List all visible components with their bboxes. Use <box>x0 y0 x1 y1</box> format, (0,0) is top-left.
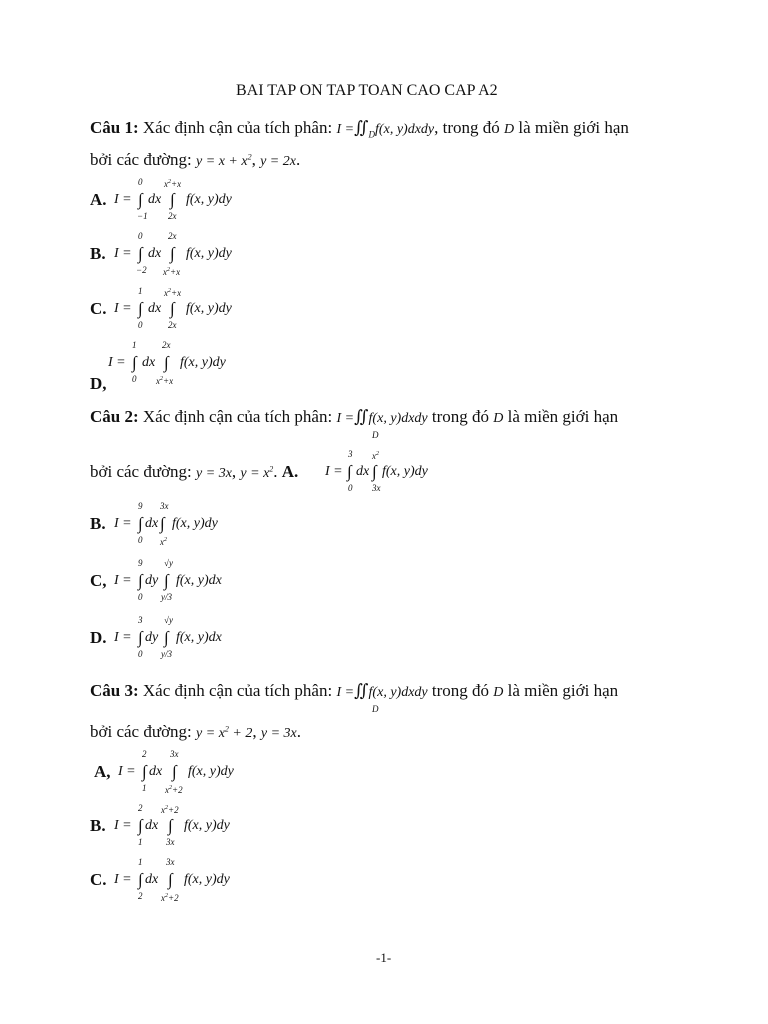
q2-a-dx: dx <box>356 464 370 479</box>
q1-c-lower: 0 <box>138 320 143 330</box>
integral-sign: ∫ <box>138 571 143 590</box>
q3-curves: bởi các đường: $y = x^2 + 2$, y = 3x. <box>90 722 301 741</box>
q1-d-inner-lower: $x^2+x$ <box>156 376 174 386</box>
q2-option-c-label: C, <box>90 571 107 590</box>
integral-sign: ∫ <box>138 628 143 647</box>
q1-option-b-label: B. <box>90 244 106 263</box>
q2-b-integrand: f(x, y)dy <box>172 516 218 531</box>
q3-prompt: Xác định cận của tích phân: <box>142 681 333 700</box>
q3-b-dx: dx <box>145 818 159 833</box>
q3-c-integrand: f(x, y)dy <box>184 872 230 887</box>
q2-option-d-I: I = <box>114 630 132 645</box>
q1-b-integrand: f(x, y)dy <box>186 246 232 261</box>
q2-a-lower: 0 <box>348 483 353 493</box>
q2-c-dy: dy <box>145 573 159 588</box>
q1-option-d-label: D, <box>90 374 107 393</box>
q3-b-inner-lower: 3x <box>166 837 175 847</box>
integral-sign: ∫ <box>170 299 175 318</box>
q2-b-dx: dx <box>145 516 159 531</box>
q1-d-dx: dx <box>142 355 156 370</box>
q2-prompt: Xác định cận của tích phân: <box>142 407 333 426</box>
q2-label: Câu 2: <box>90 407 139 426</box>
q2-d-integrand: f(x, y)dx <box>176 630 222 645</box>
q2-c-upper: 9 <box>138 558 143 568</box>
q2-option-b-label: B. <box>90 514 106 533</box>
q2-d-upper: 3 <box>138 615 143 625</box>
q1-option-c-I: I = <box>114 301 132 316</box>
q2-domain: D <box>493 411 504 426</box>
q1-a-dx: dx <box>148 192 162 207</box>
q2-where: trong đó <box>431 407 490 426</box>
q3-c-dx: dx <box>145 872 159 887</box>
q1-I: I = <box>336 122 355 137</box>
integral-sign: ∫ <box>164 571 169 590</box>
q1-c-dx: dx <box>148 301 162 316</box>
q3-integrand: f(x, y)dxdy <box>368 685 428 700</box>
q3-a-inner-lower: $x^2+2$ <box>165 785 183 795</box>
q3-I: I = <box>336 685 355 700</box>
q2-a-integrand: f(x, y)dy <box>382 464 428 479</box>
q1-curve1: $y = x + x^2$ <box>196 152 252 169</box>
integral-sign: ∫ <box>164 628 169 647</box>
q2-integrand: f(x, y)dxdy <box>368 411 428 426</box>
q1-a-integrand: f(x, y)dy <box>186 192 232 207</box>
q2-option-b-I: I = <box>114 516 132 531</box>
q1-curve2: y = 2x <box>260 154 296 169</box>
double-integral-sign: ∬ <box>354 118 369 137</box>
q3-domain-sub: D <box>372 704 379 714</box>
q1-a-inner-upper: $x^2+x$ <box>164 179 182 189</box>
q1-b-inner-lower: $x^2+x$ <box>163 267 181 277</box>
page-number: -1- <box>376 950 392 965</box>
q3-b-inner-upper: $x^2+2$ <box>161 805 179 815</box>
q1-d-inner-upper: 2x <box>162 340 171 350</box>
q3-option-a-label: A, <box>94 762 111 781</box>
q2-d-inner-upper: √y <box>164 615 173 625</box>
q3-b-integrand: f(x, y)dy <box>184 818 230 833</box>
q1-curves-label: bởi các đường: <box>90 150 192 169</box>
q1-d-lower: 0 <box>132 374 137 384</box>
q2-curves-label: bởi các đường: <box>90 462 192 481</box>
q1-d-integrand: f(x, y)dy <box>180 355 226 370</box>
q2-a-inner-lower: 3x <box>372 483 381 493</box>
q2-option-c-I: I = <box>114 573 132 588</box>
q3-where: trong đó <box>431 681 490 700</box>
q2-statement <box>90 407 618 427</box>
q2-d-dy: dy <box>145 630 159 645</box>
q3-option-c-I: I = <box>114 872 132 887</box>
q1-integrand: f(x, y)dxdy <box>375 122 435 137</box>
q2-option-a-I: I = <box>325 464 343 479</box>
q1-domain: D <box>504 122 515 137</box>
integral-sign: ∫ <box>172 762 177 781</box>
q2-I: I = <box>336 411 355 426</box>
q2-c-integrand: f(x, y)dx <box>176 573 222 588</box>
integral-sign: ∫ <box>170 190 175 209</box>
q1-b-upper: 0 <box>138 231 143 241</box>
q2-d-inner-lower: y/3 <box>161 649 172 659</box>
q3-option-a-I: I = <box>118 764 136 779</box>
q1-label: Câu 1: <box>90 118 139 137</box>
q3-b-upper: 2 <box>138 803 143 813</box>
q1-option-d-I: I = <box>108 355 126 370</box>
q1-a-upper: 0 <box>138 177 143 187</box>
q2-curves: bởi các đường: y = 3x, $y = x^2$. A. <box>90 462 299 481</box>
q2-b-lower: 0 <box>138 535 143 545</box>
q1-b-lower: −2 <box>136 265 147 275</box>
integral-sign: ∫ <box>132 353 137 372</box>
q1-where: , trong đó <box>434 118 500 137</box>
double-integral-sign: ∬ <box>354 407 369 426</box>
integral-sign: ∫ <box>372 462 377 481</box>
q1-b-dx: dx <box>148 246 162 261</box>
page-title: BAI TAP ON TAP TOAN CAO CAP A2 <box>236 82 498 99</box>
q2-option-d-label: D. <box>90 628 107 647</box>
q3-a-dx: dx <box>149 764 163 779</box>
q1-c-integrand: f(x, y)dy <box>186 301 232 316</box>
integral-sign: ∫ <box>138 244 143 263</box>
q1-a-lower: −1 <box>137 211 148 221</box>
q3-c-inner-upper: 3x <box>166 857 175 867</box>
integral-sign: ∫ <box>168 816 173 835</box>
q3-curve1: $y = x^2 + 2$ <box>196 724 253 741</box>
q3-c-inner-lower: $x^2+2$ <box>161 893 179 903</box>
integral-sign: ∫ <box>142 762 147 781</box>
q3-curves-label: bởi các đường: <box>90 722 192 741</box>
q1-option-a-label: A. <box>90 190 107 209</box>
q3-domain: D <box>493 685 504 700</box>
integral-sign: ∫ <box>138 514 143 533</box>
q1-statement <box>90 118 629 139</box>
q2-b-inner-lower: $x^2$ <box>160 537 167 547</box>
q1-c-inner-lower: 2x <box>168 320 177 330</box>
q3-option-b-label: B. <box>90 816 106 835</box>
q3-c-upper: 1 <box>138 857 143 867</box>
q1-c-inner-upper: $x^2+x$ <box>164 288 182 298</box>
q3-statement <box>90 681 618 701</box>
q3-a-lower: 1 <box>142 783 147 793</box>
q2-a-inner-upper: $x^2$ <box>372 451 379 461</box>
q1-d-upper: 1 <box>132 340 137 350</box>
q1-b-inner-upper: 2x <box>168 231 177 241</box>
q1-a-inner-lower: 2x <box>168 211 177 221</box>
integral-sign: ∫ <box>138 299 143 318</box>
integral-sign: ∫ <box>160 514 165 533</box>
q1-domain-sub: D <box>368 129 376 140</box>
q1-option-b-I: I = <box>114 246 132 261</box>
integral-sign: ∫ <box>347 462 352 481</box>
q2-option-a-label: A. <box>281 462 299 481</box>
integral-sign: ∫ <box>170 244 175 263</box>
integral-sign: ∫ <box>138 870 143 889</box>
q2-domain-sub: D <box>372 430 379 440</box>
integral-sign: ∫ <box>164 353 169 372</box>
integral-sign: ∫ <box>138 190 143 209</box>
q1-c-upper: 1 <box>138 286 143 296</box>
q2-b-upper: 9 <box>138 501 143 511</box>
q2-a-upper: 3 <box>348 449 353 459</box>
q2-d-lower: 0 <box>138 649 143 659</box>
q2-region-text: là miền giới hạn <box>507 407 619 426</box>
q3-a-integrand: f(x, y)dy <box>188 764 234 779</box>
double-integral-sign: ∬ <box>354 681 369 700</box>
q3-c-lower: 2 <box>138 891 143 901</box>
q1-option-c-label: C. <box>90 299 107 318</box>
q3-a-inner-upper: 3x <box>170 749 179 759</box>
q2-b-inner-upper: 3x <box>160 501 169 511</box>
q2-c-inner-upper: √y <box>164 558 173 568</box>
q1-option-a-I: I = <box>114 192 132 207</box>
q3-region-text: là miền giới hạn <box>507 681 619 700</box>
q1-prompt: Xác định cận của tích phân: <box>142 118 333 137</box>
q3-option-b-I: I = <box>114 818 132 833</box>
q2-curve1: y = 3x <box>196 466 232 481</box>
q1-curves: bởi các đường: $y = x + x^2$, y = 2x. <box>90 150 301 169</box>
q3-a-upper: 2 <box>142 749 147 759</box>
q2-c-inner-lower: y/3 <box>161 592 172 602</box>
q3-curve2: y = 3x <box>260 726 297 741</box>
q3-label: Câu 3: <box>90 681 139 700</box>
q1-region-text: là miền giới hạn <box>518 118 629 137</box>
integral-sign: ∫ <box>138 816 143 835</box>
q3-b-lower: 1 <box>138 837 143 847</box>
q3-option-c-label: C. <box>90 870 107 889</box>
q2-curve2: $y = x^2$ <box>240 464 274 481</box>
q2-c-lower: 0 <box>138 592 143 602</box>
integral-sign: ∫ <box>168 870 173 889</box>
